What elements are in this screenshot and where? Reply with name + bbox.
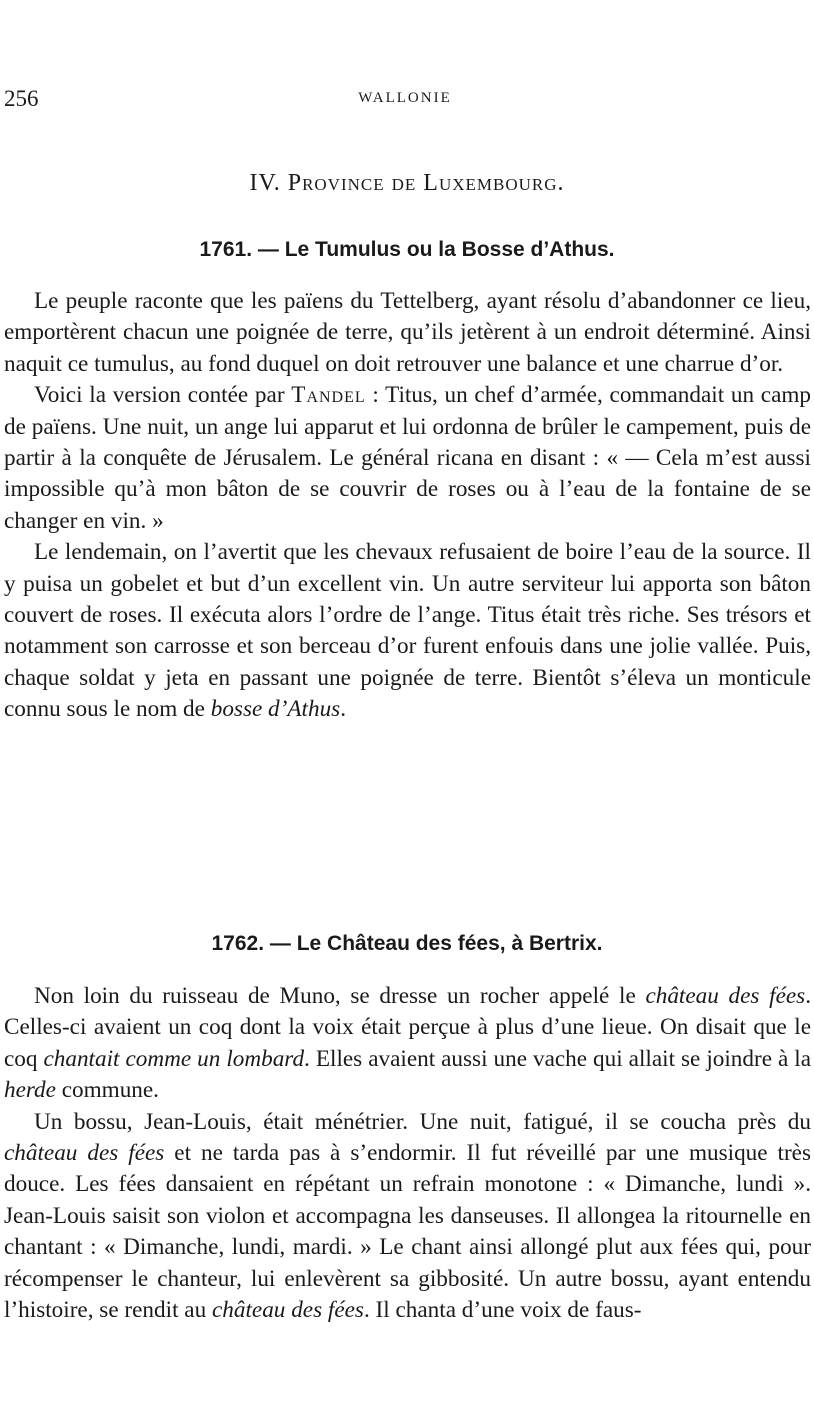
page-number: 256 [4,86,39,111]
paragraph [4,286,811,380]
author-name: Tandel [291,382,366,409]
italic-term: herde [4,1077,56,1104]
text-run: commune. [55,1077,159,1104]
text-run: Le peuple raconte que les païens du Tettelberg, ayant résolu d’abandonner ce lieu, emportèrent chacun une poignée de terre, qu’ils jetèrent à un endroit déterminé. Ainsi naquit ce tumulus, au fond duquel on doit retrouver une balance et une charrue d’or. [4,288,811,377]
entry-body-1761 [4,286,811,726]
italic-term: chantait comme un lombard [43,1045,305,1072]
section-title: IV. Province de Luxembourg. [249,170,565,196]
text-run: . Elles avaient aussi une vache qui allait se joindre à la [304,1045,812,1072]
paragraph [4,1107,811,1327]
paragraph [4,981,811,1107]
italic-term: château des fées [4,1140,165,1167]
text-run: et ne tarda pas à s’endormir. Il fut réveillé par une musique très douce. Les fées dansaient en répétant un refrain monotone : « Dimanche, lundi ». Jean-Louis saisit son violon et accompagna les danseuses. Il allongea la ritournelle en chantant : « Dimanche, lundi, mardi. » Le chant ainsi allongé plut aux fées qui, pour récompenser le chanteur, lui enlevèrent sa gibbosité. Un autre bossu, ayant entendu l’histoire, se rendit au [4,1140,811,1324]
entry-title-1761: 1761. — Le Tumulus ou la Bosse d’Athus. [199,238,615,261]
text-run: . Il chanta d’une voix de faus- [363,1297,642,1324]
text-run: . Celles-ci avaient un coq dont la voix était perçue à plus d’une lieue. On disait que le coq [4,983,811,1072]
italic-term: bosse d’Athus [210,696,341,723]
text-run: . [340,696,346,723]
text-run: Voici la version contée par [34,382,292,409]
entry-body-1762 [4,981,811,1326]
text-run: Le lendemain, on l’avertit que les chevaux refusaient de boire l’eau de la source. Il y puisa un gobelet et but d’un excellent vin. Un autre serviteur lui apporta son bâton couvert de roses. Il exécuta alors l’ordre de l’ange. Titus était très riche. Ses trésors et notamment son carrosse et son berceau d’or furent enfouis dans une jolie vallée. Puis, chaque soldat y jeta en passant une poignée de terre. Bientôt s’éleva un monticule connu sous le nom de [4,539,811,723]
italic-term: château des fées [645,983,806,1009]
page-header [4,86,806,120]
text-run: Non loin du ruisseau de Muno, se dresse un rocher appelé le [34,983,646,1009]
running-title: WALLONIE [358,90,452,106]
text-run: : Titus, un chef d’armée, commandait un camp de païens. Une nuit, un ange lui apparut et lui ordonna de brûler le campement, puis de partir à la conquête de Jérusalem. Le général ricana en disant : « — Cela m’est aussi impossible qu’à mon bâton de se couvrir de roses ou à l’eau de la fontaine de se changer en vin. » [4,382,811,534]
italic-term: château des fées [212,1297,364,1324]
entry-title-1762: 1762. — Le Château des fées, à Bertrix. [211,932,603,955]
text-run: Un bossu, Jean-Louis, était ménétrier. Une nuit, fatigué, il se coucha près du [34,1108,811,1135]
paragraph [4,537,811,725]
paragraph [4,380,811,537]
